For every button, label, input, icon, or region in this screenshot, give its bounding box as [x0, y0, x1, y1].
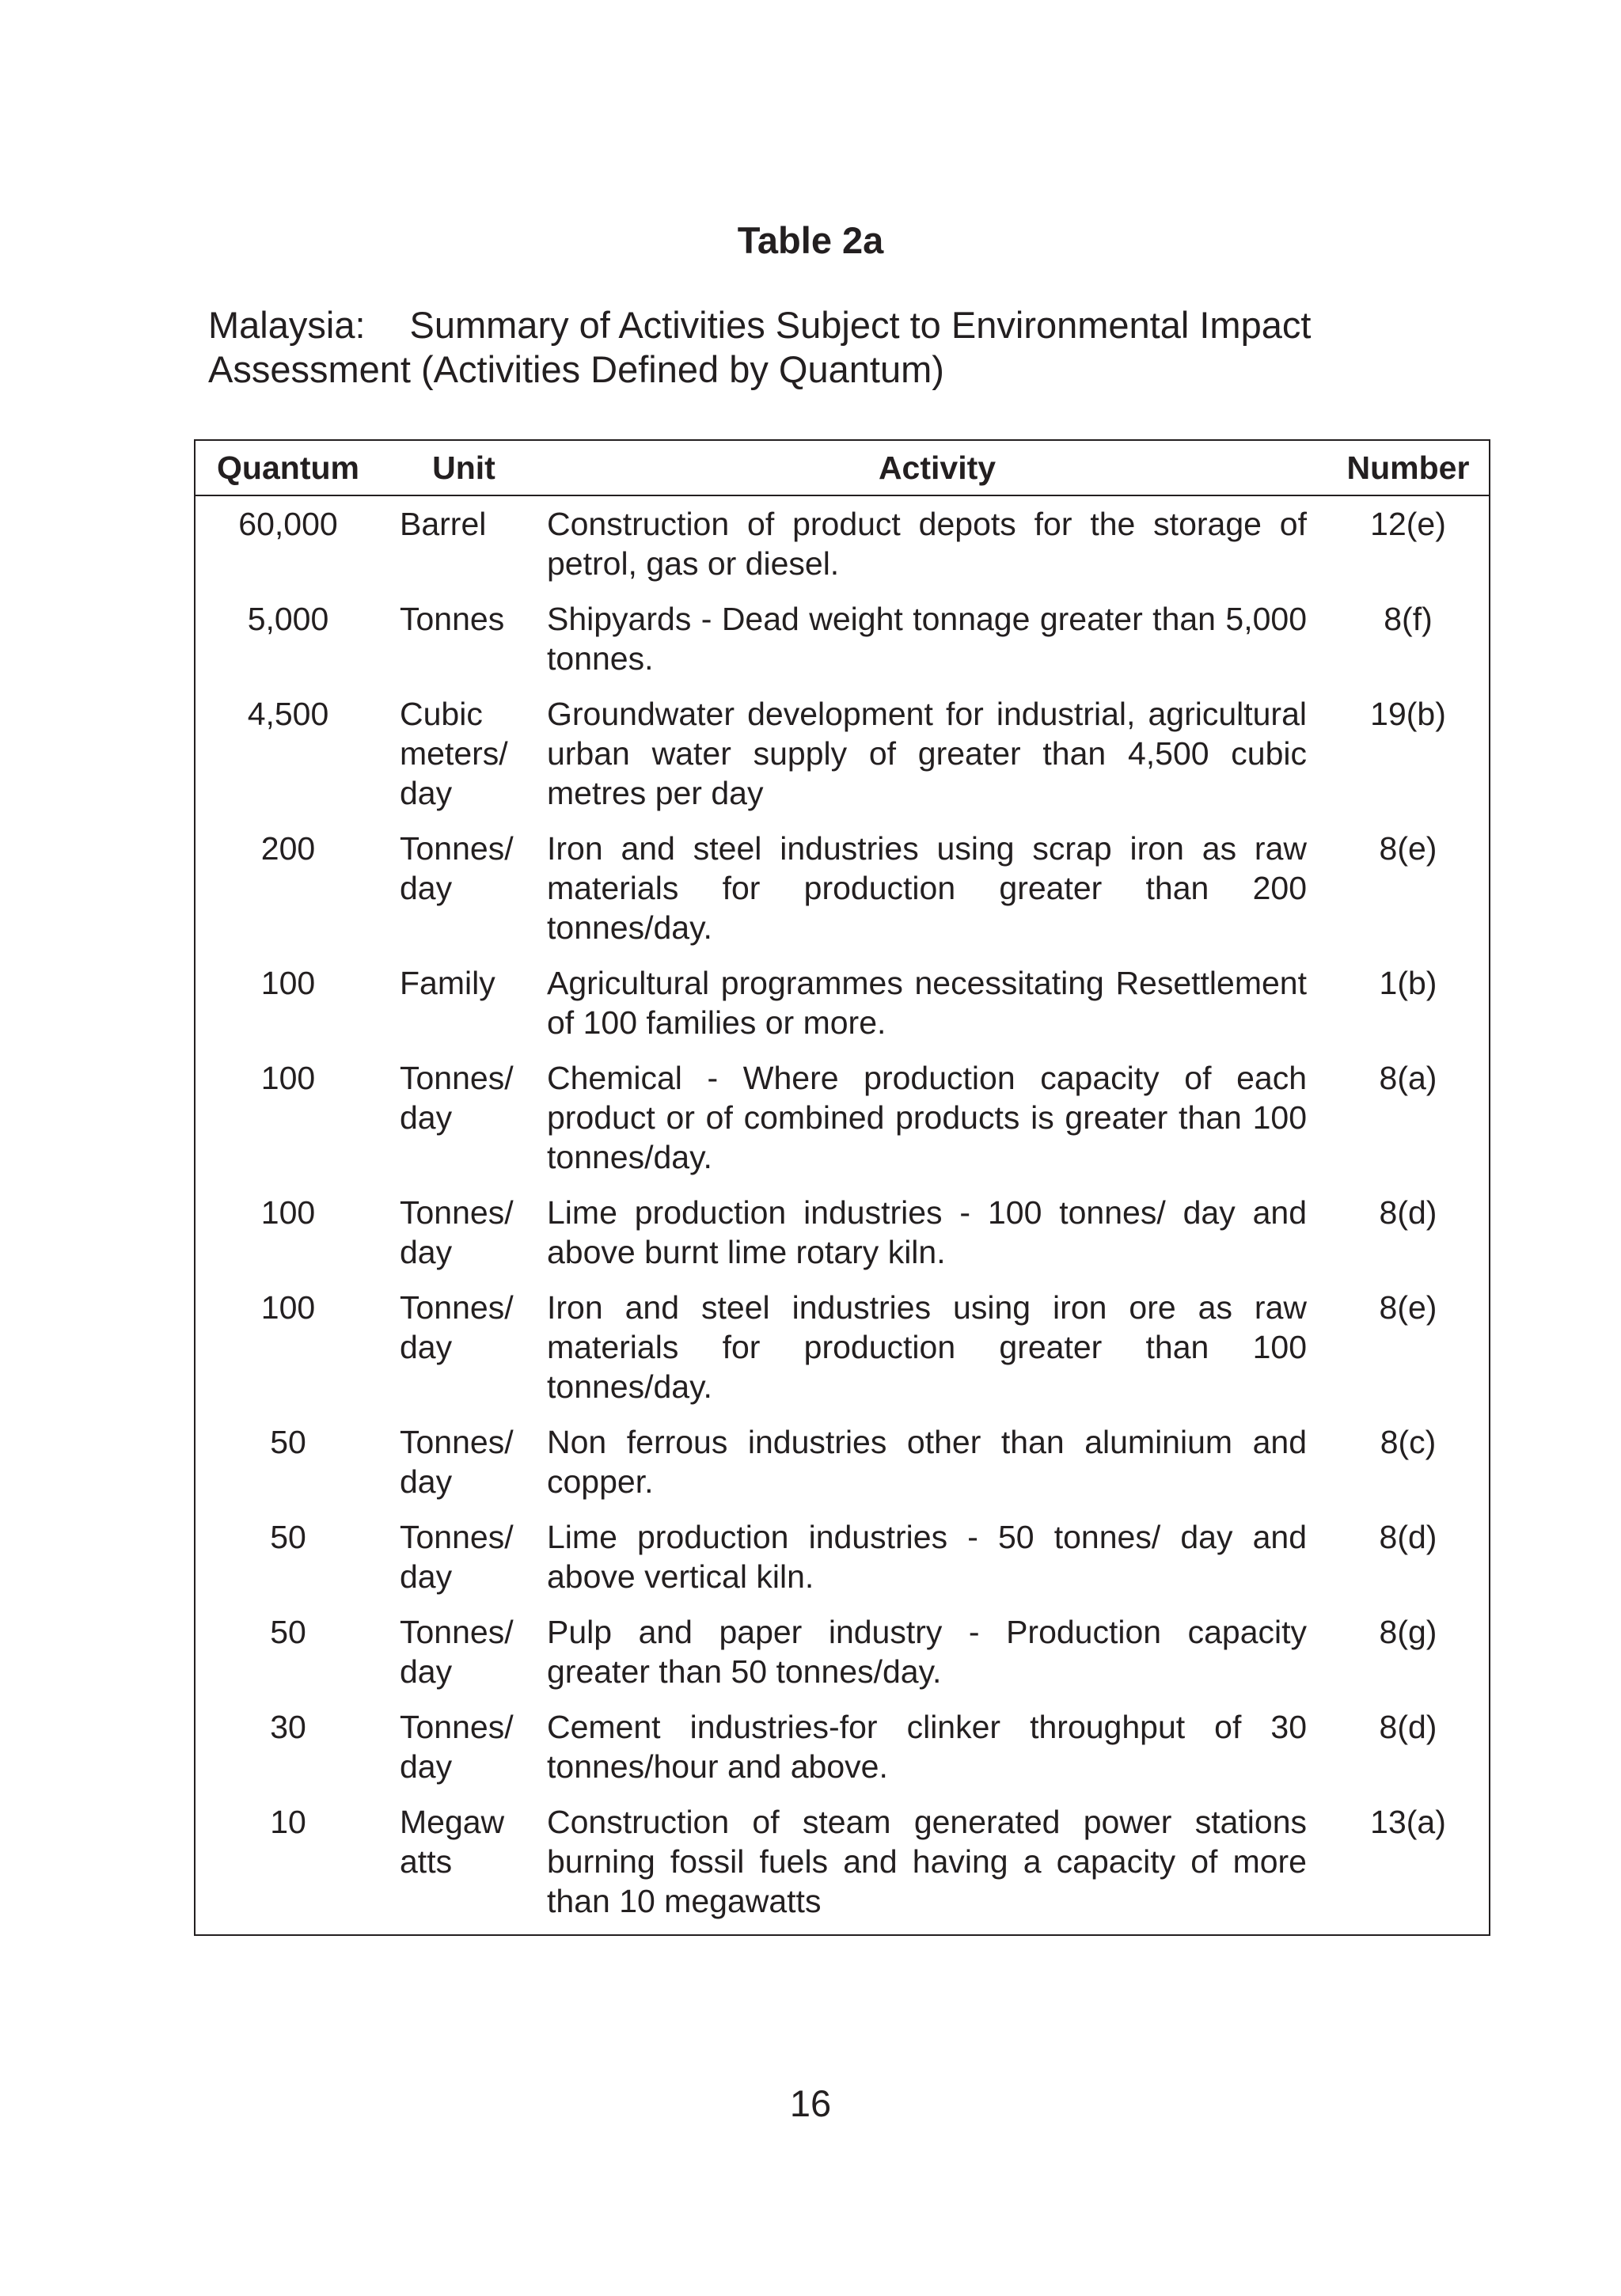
header-number: Number [1327, 441, 1489, 495]
quantum-cell: 100 [260, 1060, 316, 1096]
activity-cell: Non ferrous industries other than aluminium and copper. [547, 1424, 1307, 1500]
unit-cell: Tonnes [400, 601, 505, 637]
table-row [196, 1414, 1489, 1509]
unit-cell: Tonnes/ day [400, 1614, 514, 1690]
quantum-cell: 10 [270, 1804, 306, 1840]
activity-cell: Cement industries-for clinker throughput of 30 tonnes/hour and above. [547, 1709, 1307, 1785]
unit-cell: Family [400, 965, 495, 1001]
activity-cell: Groundwater development for industrial, agricultural urban water supply of greater than 4,500 cubic metres per day [547, 696, 1307, 811]
number-cell: 8(e) [1379, 830, 1437, 867]
unit-cell: Barrel [400, 506, 487, 542]
activity-cell: Shipyards - Dead weight tonnage greater than 5,000 tonnes. [547, 601, 1307, 677]
header-row [196, 441, 1489, 495]
activity-cell: Pulp and paper industry - Production capacity greater than 50 tonnes/day. [547, 1614, 1307, 1690]
table-title: Table 2a [737, 219, 884, 261]
unit-cell: Megaw atts [400, 1804, 505, 1880]
caption-label: Malaysia: [208, 304, 366, 346]
number-cell: 1(b) [1379, 965, 1437, 1001]
table-row [196, 1185, 1489, 1280]
number-cell: 8(g) [1379, 1614, 1437, 1650]
number-cell: 13(a) [1370, 1804, 1446, 1840]
table-row [196, 955, 1489, 1050]
number-cell: 8(d) [1379, 1194, 1437, 1231]
activity-cell: Agricultural programmes necessitating Resettlement of 100 families or more. [547, 965, 1307, 1041]
quantum-cell: 5,000 [247, 601, 329, 637]
activity-cell: Construction of product depots for the storage of petrol, gas or diesel. [547, 506, 1307, 582]
activity-cell: Lime production industries - 100 tonnes/ day and above burnt lime rotary kiln. [547, 1194, 1307, 1270]
number-cell: 8(d) [1379, 1709, 1437, 1745]
activity-cell: Chemical - Where production capacity of each product or of combined products is greater than 100 tonnes/day. [547, 1060, 1307, 1175]
page-number: 16 [789, 2082, 832, 2124]
quantum-cell: 4,500 [247, 696, 329, 732]
table-caption [208, 303, 1506, 392]
number-cell: 19(b) [1370, 696, 1446, 732]
quantum-cell: 50 [270, 1519, 306, 1555]
quantum-cell: 100 [260, 965, 316, 1001]
table-row [196, 821, 1489, 955]
number-cell: 12(e) [1370, 506, 1446, 542]
caption-text: Summary of Activities Subject to Environmental Impact Assessment (Activities Defined by Quantum) [208, 304, 1312, 390]
number-cell: 8(d) [1379, 1519, 1437, 1555]
header-activity: Activity [547, 441, 1327, 495]
unit-cell: Tonnes/ day [400, 1519, 514, 1595]
table-row [196, 591, 1489, 686]
unit-cell: Cubic meters/ day [400, 696, 508, 811]
activities-table-frame [194, 439, 1490, 1936]
unit-cell: Tonnes/ day [400, 1289, 514, 1365]
quantum-cell: 60,000 [238, 506, 338, 542]
table-row [196, 1699, 1489, 1794]
table-row [196, 1280, 1489, 1414]
quantum-cell: 100 [260, 1289, 316, 1326]
activity-cell: Construction of steam generated power stations burning fossil fuels and having a capacity of more than 10 megawatts [547, 1804, 1307, 1919]
activity-cell: Iron and steel industries using scrap iron as raw materials for production greater than 200 tonnes/day. [547, 830, 1307, 946]
unit-cell: Tonnes/ day [400, 1709, 514, 1785]
header-quantum: Quantum [196, 441, 381, 495]
number-cell: 8(e) [1379, 1289, 1437, 1326]
activities-table [196, 441, 1489, 1929]
table-row [196, 1794, 1489, 1929]
number-cell: 8(c) [1380, 1424, 1437, 1460]
unit-cell: Tonnes/ day [400, 830, 514, 906]
activity-cell: Lime production industries - 50 tonnes/ day and above vertical kiln. [547, 1519, 1307, 1595]
unit-cell: Tonnes/ day [400, 1060, 514, 1136]
quantum-cell: 200 [260, 830, 316, 867]
table-row [196, 1509, 1489, 1604]
table-row [196, 495, 1489, 591]
number-cell: 8(a) [1379, 1060, 1437, 1096]
table-body [196, 495, 1489, 1929]
number-cell: 8(f) [1384, 601, 1433, 637]
quantum-cell: 30 [270, 1709, 306, 1745]
unit-cell: Tonnes/ day [400, 1194, 514, 1270]
table-row [196, 1604, 1489, 1699]
table-row [196, 1050, 1489, 1185]
table-row [196, 686, 1489, 821]
quantum-cell: 50 [270, 1424, 306, 1460]
unit-cell: Tonnes/ day [400, 1424, 514, 1500]
activity-cell: Iron and steel industries using iron ore as raw materials for production greater than 100 tonnes/day. [547, 1289, 1307, 1405]
quantum-cell: 50 [270, 1614, 306, 1650]
header-unit: Unit [381, 441, 547, 495]
quantum-cell: 100 [260, 1194, 316, 1231]
